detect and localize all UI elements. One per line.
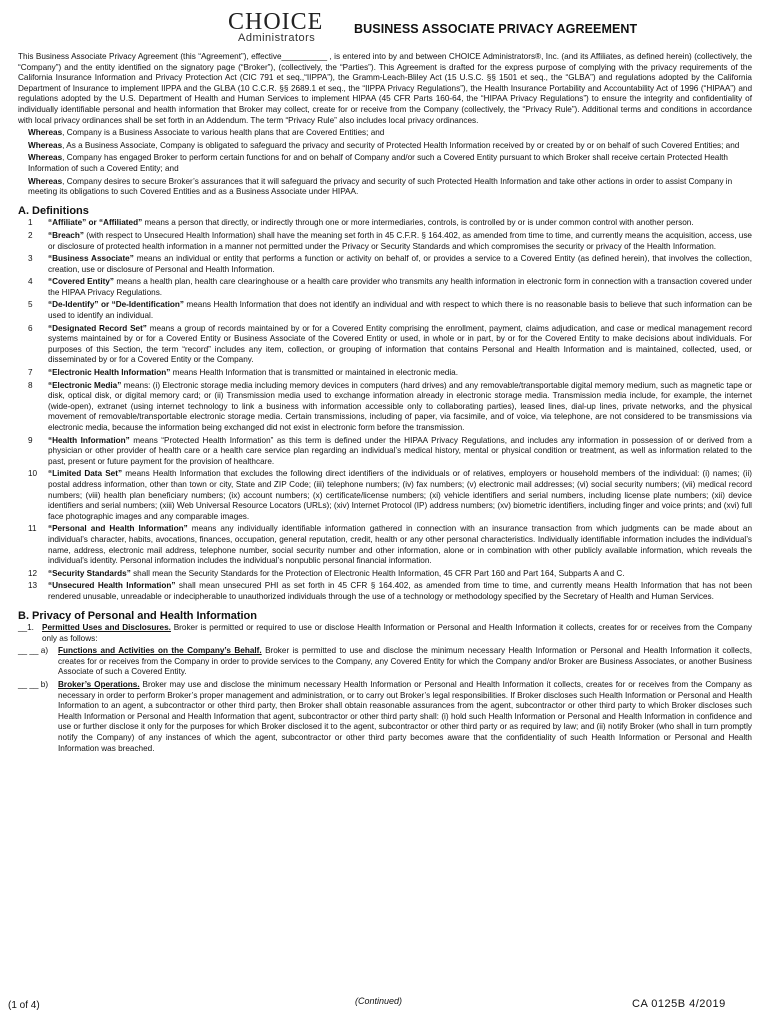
definition-item (18, 231, 752, 252)
definition-text (48, 277, 752, 298)
definition-term: “Security Standards” (48, 568, 131, 578)
definition-item (18, 469, 752, 522)
section-b-item-a (18, 646, 752, 678)
section-b-heading: B. Privacy of Personal and Health Information (18, 609, 257, 622)
definition-body: shall mean the Security Standards for the Protection of Electronic Health Information, 45 CFR Part 160 and Part 164, Subparts A and C. (130, 568, 625, 578)
section-b-item-1 (18, 623, 752, 644)
whereas-clause (28, 128, 752, 139)
logo-subtext: Administrators (238, 32, 316, 44)
whereas-lead: Whereas (28, 140, 63, 150)
definition-number: 6 (28, 323, 33, 333)
definition-term: “Designated Record Set” (48, 323, 147, 333)
definition-term: “Limited Data Set” (48, 469, 123, 479)
whereas-lead: Whereas (28, 153, 63, 163)
definition-text (48, 324, 752, 366)
definition-number: 7 (28, 368, 33, 378)
whereas-text: , Company has engaged Broker to perform certain functions for and on behalf of Company and/or such a Covered Entity pursuant to which Broker shall receive certain Protected Health Information of such a Covered Entity; and (28, 153, 728, 173)
definition-number: 12 (28, 568, 38, 578)
document-body (18, 52, 752, 756)
definition-number: 4 (28, 277, 33, 287)
section-a-heading: A. Definitions (18, 204, 89, 217)
item-lead: __1. (18, 623, 34, 633)
definition-text (48, 581, 752, 602)
item-title: Functions and Activities on the Company’s Behalf. (58, 646, 262, 656)
definition-text (48, 436, 752, 468)
item-lead: __ __ b) (18, 680, 49, 690)
definition-text (48, 381, 752, 434)
form-id: CA 0125B 4/2019 (632, 998, 726, 1010)
item-title: Permitted Uses and Disclosures. (42, 623, 171, 633)
definition-number: 9 (28, 435, 33, 445)
definition-text (48, 469, 752, 522)
definition-text (48, 524, 752, 566)
definition-body: means any individually identifiable information gathered in connection with an insurance transaction from which judgments can be made about an individual’s character, habits, avocations, finances, occupation, general reputation, credit, health or any other personal characteristics. Individually identifiable information includes the individual’s name, address, electronic mail address, telephone number, social security number and other information, alone or in combination with other publicly available information, which reveals the individual’s identity. Personal information includes the individual’s nonpublic personal financial information. (48, 524, 753, 566)
definition-body: means a group of records maintained by or for a Covered Entity comprising the enrollment, payment, claims adjudication, and case or medical management record systems maintained by or for a Covered Entity or Business Associate of the Covered Entity or used, in whole or in part, by or for the Covered Entity to make decisions about individuals. For purposes of this Section, the term “record” includes any item, collection, or grouping of information that contains Personal and Health Information and is maintained, collected, used, or disseminated by or for a Covered Entity or the Company. (48, 323, 752, 365)
definition-body: shall mean unsecured PHI as set forth in 45 CFR § 164.402, as amended from time to time, and currently means Health Information that has not been rendered unusable, unreadable or indecipherable to unauthorized individuals through the use of a technology or methodology specified by the Secretary of Health and Human Services. (48, 581, 752, 601)
item-body: Broker is permitted to use and disclose the minimum necessary Health Information or Personal and Health Information it collects, creates for or receives from the Company in order to provide services to the Company, any Covered Entity for which the Company and/or Broker are Business Associates, or another Business Associate of such a Covered Entity. (58, 646, 752, 677)
definition-term: “Business Associate” (48, 254, 134, 264)
definition-body: means a health plan, health care clearinghouse or a health care provider who transmits any health information in electronic form in connection with a transaction covered under the HIPAA Privacy Regulations. (48, 277, 752, 297)
definition-term: “Unsecured Health Information” (48, 581, 176, 591)
whereas-text: , As a Business Associate, Company is obligated to safeguard the privacy and security of Protected Health Information received by or created by or on behalf of such Covered Entities; and (62, 140, 740, 150)
whereas-text: , Company desires to secure Broker’s assurances that it will safeguard the privacy and security of such Protected Health Information and take other actions in order to assist Company in meeting its obligations to such Covered Entities and as a Business Associate under HIPAA. (28, 176, 733, 197)
definition-item (18, 368, 752, 379)
whereas-lead: Whereas (28, 176, 63, 186)
definition-item (18, 218, 752, 229)
definition-term: “Covered Entity” (48, 277, 115, 287)
item-title: Broker’s Operations. (58, 680, 140, 690)
definition-term: “Electronic Health Information” (48, 368, 171, 378)
definition-term: “Electronic Media” (48, 380, 122, 390)
definition-term: “Personal and Health Information” (48, 524, 188, 534)
section-b-item-b (18, 680, 752, 754)
definition-text (48, 254, 752, 275)
whereas-clause (28, 141, 752, 152)
whereas-clause (28, 153, 752, 174)
definitions-list (18, 218, 752, 602)
definition-item (18, 254, 752, 275)
definition-body: means Health Information that does not identify an individual and with respect to which there is no reasonable basis to believe that such information can be used to identify an individual. (48, 300, 752, 321)
definition-item (18, 581, 752, 602)
intro-paragraph: This Business Associate Privacy Agreement (this “Agreement”), effective__________ , is entered into by and between CHOICE Administrators®, Inc. (and its Affiliates, as defined herein) (collectively, the “Company”) and the entity identified on the signatory page (“Broker”), (collectively, the “Parties”). This Agreement is drafted for the express purpose of complying with the privacy requirements of the California Insurance Information and Privacy Protection Act (CIC 791 et seq.,“IIPPA”), the Gramm-Leach-Bliley Act (15 U.S.C. §§ 1501 et seq., the “GLBA”) and regulations adopted by the California Department of Insurance to implement IIPPA and the GLBA (10 C.C.R. §§ 2689.1 et seq., the “IIPPA Privacy Regulations”), the Health Insurance Portability and Accountability Act of 1996 (“HIPAA”) and regulations adopted by the U.S. Department of Health and Human Services to implement HIPAA (45 CFR Parts 160-64, the “HIPAA Privacy Regulations”) to ensure the integrity and confidentiality of individually identifiable personal and health information that Broker may collect, create for or receive from the Company (collectively, the “Privacy Rule”). Additional terms and conditions in accordance with local privacy ordinances shall be set forth in an Addendum. The term “Privacy Rule” also includes local privacy ordinances. (18, 52, 752, 125)
definition-number: 2 (28, 230, 33, 240)
definition-body: means a person that directly, or indirectly through one or more intermediaries, controls, is controlled by or is under common control with another person. (142, 218, 694, 228)
definition-item (18, 524, 752, 566)
item-body: Broker may use and disclose the minimum necessary Health Information or Personal and Health Information it collects, creates for or receives from the Company as necessary in order to perform Broker’s proper management and administration, or to carry out Broker’s legal responsibilities. If Broker discloses such Health Information or Personal and Health Information to an agent, a subcontractor or other third party, then Broker shall obtain reasonable assurances from the agent, subcontractor or other third party to which Broker discloses such Health Information or Personal and Health Information that agent, subcontractor or other third party shall: (i) hold such Health Information or Personal and Health Information in confidence and use or further disclose it only for the purposes for which Broker disclosed it to the agent, subcontractor or other third party or as required by law; and (ii) notify Broker (who shall in turn promptly notify the Company) of any instances of which the agent, subcontractor or other third party becomes aware that the confidentiality of such Health Information or Personal and Health Information was breached. (58, 680, 752, 753)
definition-item (18, 381, 752, 434)
definition-text (48, 368, 752, 379)
definition-number: 10 (28, 469, 38, 479)
definition-term: “De-Identify” or “De-Identification” (48, 300, 184, 310)
definition-body: means “Protected Health Information” as this term is defined under the HIPAA Privacy Regulations, and includes any information in possession of or derived from a physician or other provider of health care or a health care service plan regarding an individual’s medical history, mental or physical condition or treatment, as well as information related to the past, present or future payment for the provision of healthcare. (48, 435, 752, 466)
definition-item (18, 324, 752, 366)
item-text (42, 623, 752, 644)
definition-item (18, 277, 752, 298)
definition-item (18, 436, 752, 468)
definition-body: (with respect to Unsecured Health Information) shall have the meaning set forth in 45 C.F.R. § 164.402, as amended from time to time, and currently means the acquisition, access, use or disclosure of protected health information in a manner not permitted under the Privacy or Security Standards and which compromises the security or privacy of the Health Information. (48, 230, 752, 251)
whereas-list (18, 128, 752, 198)
item-lead: __ __ a) (18, 646, 49, 656)
definition-body: means an individual or entity that performs a function or activity on behalf of, or provides a service to a Covered Entity (as defined herein), that involves the collection, creation, use or disclosure of Personal and Health Information. (48, 254, 753, 274)
definition-number: 8 (28, 380, 33, 390)
item-text (58, 646, 752, 678)
item-text (58, 680, 752, 754)
definition-text (48, 569, 752, 580)
item-body: Broker is permitted or required to use or disclose Health Information or Personal and Health Information it collects, creates for or receives from the Company only as follows: (42, 623, 752, 643)
logo-wordmark: CHOICE (228, 9, 324, 35)
definition-number: 1 (28, 218, 33, 228)
definition-number: 11 (28, 524, 37, 534)
definition-text (48, 300, 752, 321)
definition-term: “Breach” (48, 230, 84, 240)
definition-text (48, 231, 752, 252)
definition-body: means: (i) Electronic storage media including memory devices in computers (hard drives) and any removable/transportable digital memory medium, such as magnetic tape or disk, optical disk, or digital memory card; or (ii) Transmission media used to exchange information already in electronic storage media. Transmission media include, for example, the internet (wide-open), extranet (using internet technology to link a business with information accessible only to collaborating parties), leased lines, dial-up lines, private networks, and the physical movement of removable/transportable electronic storage media. Certain transmissions, including of paper, via facsimile, and of voice, via telephone, are not considered to be transmissions via electronic media, because the information being exchanged did not exist in electronic form before the transmission. (48, 380, 752, 432)
whereas-text: , Company is a Business Associate to various health plans that are Covered Entities; and (62, 128, 385, 138)
definition-term: “Health Information” (48, 435, 130, 445)
definition-item (18, 569, 752, 580)
definition-body: means Health Information that is transmitted or maintained in electronic media. (170, 368, 458, 378)
definition-number: 13 (28, 581, 38, 591)
continued-note: (Continued) (355, 996, 403, 1006)
definition-number: 3 (28, 254, 33, 264)
page-number: (1 of 4) (8, 1000, 40, 1011)
definition-term: “Affiliate” or “Affiliated” (48, 218, 143, 228)
whereas-clause (28, 177, 752, 198)
definition-body: means Health Information that excludes the following direct identifiers of the individuals or of relatives, employers or household members of the individual: (i) names; (ii) postal address information, other than town or city, State and ZIP Code; (iii) telephone numbers; (iv) fax numbers; (v) electronic mail addresses; (vi) social security numbers; (vii) medical record numbers; (viii) health plan beneficiary numbers; (ix) account numbers; (x) certificate/license numbers; (xi) vehicle identifiers and serial numbers, including license plate numbers; (xii) device identifiers and serial numbers; (xiii) Web Universal Resource Locators (URLs); (xiv) Internet Protocol (IP) address numbers; (xv) biometric identifiers, including finger and voice prints; and (xvi) full face photographic images and any comparable images. (48, 469, 752, 521)
whereas-lead: Whereas (28, 128, 63, 138)
definition-number: 5 (28, 300, 33, 310)
choice-logo (228, 10, 338, 48)
definition-item (18, 300, 752, 321)
document-title: BUSINESS ASSOCIATE PRIVACY AGREEMENT (354, 22, 638, 36)
definition-text (48, 218, 752, 229)
